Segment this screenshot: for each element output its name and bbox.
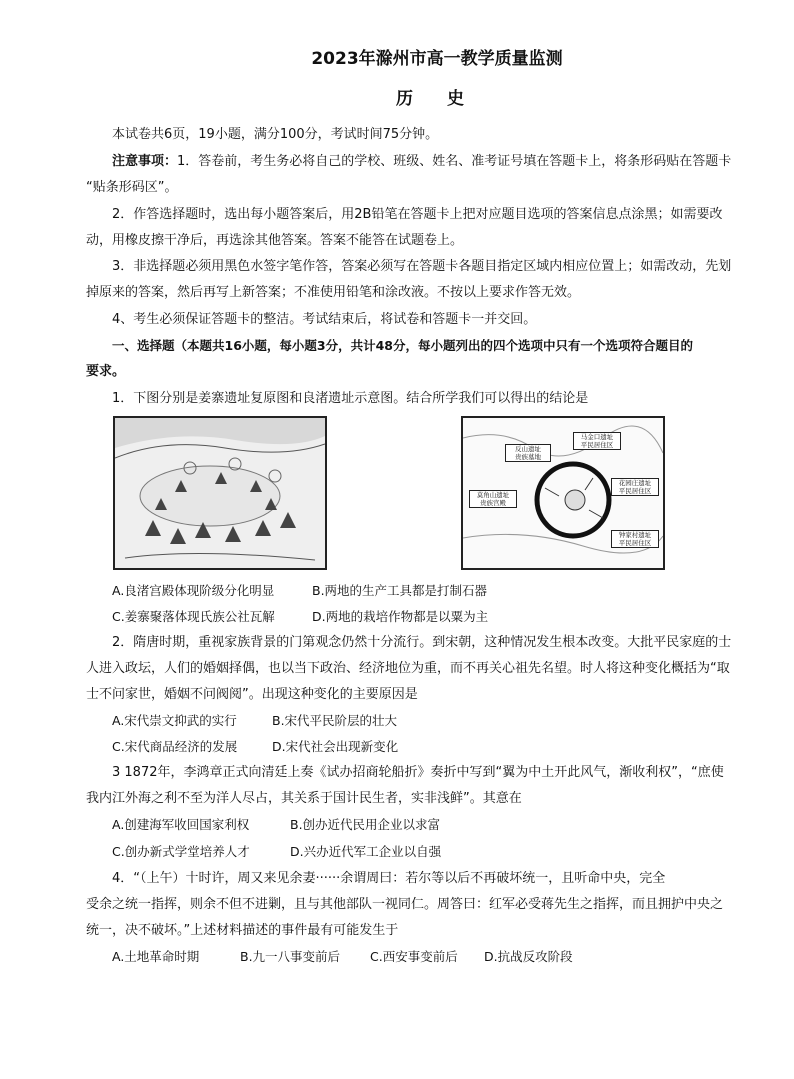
q4-option-d: D.抗战反攻阶段 [484,949,573,964]
q3-line-2: 我内江外海之利不至为洋人尽占，其关系于国计民生者，实非浅鲜”。其意在 [86,791,522,806]
map-label-text: 平民居住区 [618,487,652,495]
q4-option-a: A.土地革命时期 [112,949,200,964]
q3-option-c: C.创办新式学堂培养人才 [112,844,250,859]
page-title: 2023年滁州市高一教学质量监测 [311,49,563,69]
q4-option-b: B.九一八事变前后 [240,949,341,964]
intro-text: 本试卷共6页，19小题，满分100分，考试时间75分钟。 [112,127,439,142]
map-label-zhongjiacun [611,530,659,548]
notes-2a: 2．作答选择题时，选出每小题答案后，用2B铅笔在答题卡上把对应题目选项的答案信息点涂黑；如需要改 [112,207,723,222]
section-heading-2: 要求。 [86,364,126,379]
q3-option-b: B.创办近代民用企业以求富 [290,817,441,832]
section-heading-1: 一、选择题（本题共16小题，每小题3分，共计48分，每小题列出的四个选项中只有一个选项符合题目的 [112,338,693,353]
q1-option-d: D.两地的栽培作物都是以粟为主 [312,609,489,624]
q4-line-3: 统一，决不破坏。”上述材料描述的事件最有可能发生于 [86,923,399,938]
q2-option-c: C.宋代商品经济的发展 [112,739,238,754]
q1-option-b: B.两地的生产工具都是打制石器 [312,583,488,598]
q4-option-c: C.西安事变前后 [370,949,458,964]
jiangzhai-sketch [115,418,325,568]
map-label-majinkou [573,432,621,450]
map-label-text: 莫角山遗址 [476,491,510,499]
map-label-text: 贵族宫殿 [480,499,506,507]
map-label-text: 钟家村遗址 [618,531,652,539]
q1-stem: 1．下图分别是姜寨遗址复原图和良渚遗址示意图。结合所学我们可以得出的结论是 [112,391,589,406]
notes-line-1 [112,153,731,171]
map-label-text: 平民居住区 [580,441,614,449]
notes-2b: 动，用橡皮擦干净后，再选涂其他答案。答案不能答在试题卷上。 [86,233,464,248]
map-label-text: 贵族墓地 [515,453,541,461]
notes-3a: 3．非选择题必须用黑色水签字笔作答，答案必须写在答题卡各题目指定区域内相应位置上；如需改动，先划 [112,259,732,274]
notes-1a: 1．答卷前，考生务必将自己的学校、班级、姓名、准考证号填在答题卡上，将条形码贴在答题卡 [177,154,732,169]
notes-4: 4、考生必须保证答题卡的整洁。考试结束后，将试卷和答题卡一并交回。 [112,312,537,327]
jiangzhai-reconstruction-image [113,416,327,570]
q2-line-1: 2．隋唐时期，重视家族背景的门第观念仍然十分流行。到宋朝，这种情况发生根本改变。大批平民家庭的士 [112,635,732,650]
subject-title: 历 史 [396,89,478,109]
q3-option-d: D.兴办近代军工企业以自强 [290,844,442,859]
notes-3b: 掉原来的答案，然后再写上新答案；不准使用铅笔和涂改液。不按以上要求作答无效。 [86,285,581,300]
map-label-text: 马金口遗址 [580,433,614,441]
q1-option-a: A.良渚宫殿体现阶级分化明显 [112,583,275,598]
q4-line-2: 受余之统一指挥，则余不但不进剿，且与其他部队一视同仁。周答曰：红军必受蒋先生之指挥，而且拥护中央之 [86,897,724,912]
map-label-fanshan [505,444,551,462]
liangzhu-map-image [461,416,665,570]
map-label-text: 反山遗址 [515,445,541,453]
q4-line-1: 4．“（上午）十时许，周又来见余妻······余谓周曰：若尔等以后不再破坏统一，且听命中央，完全 [112,871,666,886]
q2-option-b: B.宋代平民阶层的壮大 [272,713,398,728]
map-label-mojiaoshan [469,490,517,508]
q2-option-a: A.宋代崇文抑武的实行 [112,713,237,728]
q2-line-3: 士不问家世，婚姻不问阀阅”。出现这种变化的主要原因是 [86,687,418,702]
map-label-text: 花园庄遗址 [618,479,652,487]
q3-line-1: 3 1872年，李鸿章正式向清廷上奏《试办招商轮船折》奏折中写到“翼为中土开此风气，渐收利权”，“庶使 [112,765,724,780]
map-label-huayuanzhuang [611,478,659,496]
q3-option-a: A.创建海军收回国家利权 [112,817,250,832]
map-label-text: 平民居住区 [618,539,652,547]
q2-option-d: D.宋代社会出现新变化 [272,739,399,754]
notes-lead: 注意事项： [112,154,178,169]
q1-option-c: C.姜寨聚落体现氏族公社瓦解 [112,609,275,624]
q2-line-2: 人进入政坛，人们的婚姻择偶，也以当下政治、经济地位为重，而不再关心祖先名望。时人将这种变化概括为“取 [86,661,730,676]
notes-1b: “贴条形码区”。 [86,180,178,195]
